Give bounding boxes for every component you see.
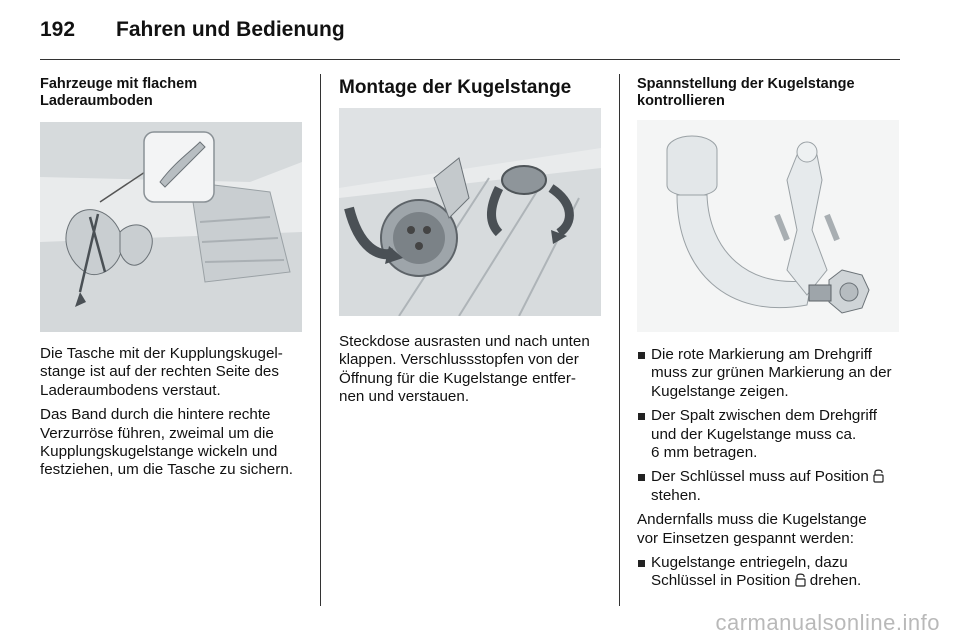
page-number: 192 — [40, 18, 76, 41]
paragraph-bag-stowed: Die Tasche mit der Kupplungskugel- stange ist auf der rechten Seite des Laderaumbodens verstaut. — [40, 345, 283, 399]
list-item: Die rote Markierung am Drehgriff muss zur grünen Markierung an der Kugelstange zeigen. — [637, 346, 907, 401]
list-item: Der Spalt zwischen dem Drehgriff und der Kugelstange muss ca. 6 mm betragen. — [637, 407, 907, 462]
column-right — [637, 76, 899, 110]
illustration-trunk-bag — [40, 122, 302, 332]
column-divider-1 — [320, 74, 321, 606]
paragraph-socket-instructions: Steckdose ausrasten und nach unten klappen. Verschlussstopfen von der Öffnung für die Kugelstange entfer- nen und verstauen. — [339, 333, 590, 406]
list-item: Der Schlüssel muss auf Position stehen. — [637, 468, 907, 505]
header-divider — [40, 59, 900, 60]
lock-open-icon — [873, 468, 884, 483]
illustration-socket-flip — [339, 108, 601, 316]
paragraph-otherwise: Andernfalls muss die Kugelstange vor Einsetzen gespannt werden: — [637, 511, 867, 547]
watermark: carmanualsonline.info — [715, 610, 940, 635]
chapter-title: Fahren und Bedienung — [116, 18, 345, 41]
column-right-text — [637, 346, 907, 597]
lock-open-icon — [795, 572, 806, 587]
column-divider-2 — [619, 74, 620, 606]
section-heading-mounting: Montage der Kugelstange — [339, 77, 572, 98]
illustration-tow-bar — [637, 120, 899, 332]
check-list — [637, 346, 907, 505]
column-left — [40, 76, 302, 110]
page-header — [40, 18, 345, 48]
section-heading-tension-check: Spannstellung der Kugelstange kontrollieren — [637, 76, 855, 109]
column-middle-text — [339, 333, 614, 413]
section-heading-flat-floor: Fahrzeuge mit flachem Laderaumboden — [40, 76, 198, 109]
tension-list — [637, 554, 907, 591]
column-middle — [339, 76, 601, 100]
column-left-text — [40, 345, 315, 486]
list-item: Kugelstange entriegeln, dazu Schlüssel in Position drehen. — [637, 554, 907, 591]
paragraph-strap-instructions: Das Band durch die hintere rechte Verzurröse führen, zweimal um die Kupplungskugelstange wickeln und festziehen, um die Tasche zu sichern. — [40, 406, 293, 479]
